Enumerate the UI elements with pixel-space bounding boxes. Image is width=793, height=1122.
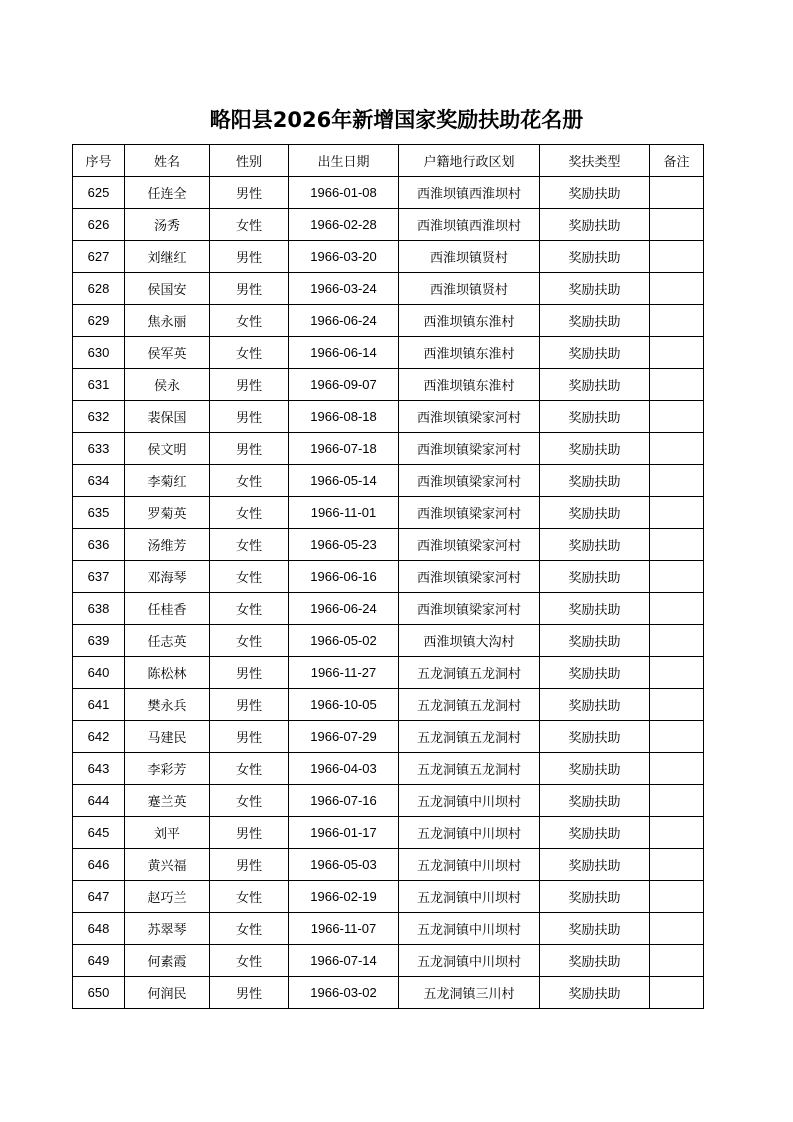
table-row (73, 945, 704, 977)
cell-household-region: 西淮坝镇西淮坝村 (399, 177, 540, 209)
cell-remarks (650, 913, 704, 945)
cell-serial: 643 (73, 753, 125, 785)
table-row (73, 721, 704, 753)
cell-birth-date: 1966-02-28 (289, 209, 399, 241)
cell-gender: 男性 (210, 977, 289, 1009)
cell-serial: 633 (73, 433, 125, 465)
cell-gender: 男性 (210, 433, 289, 465)
cell-support-type: 奖励扶助 (540, 337, 650, 369)
cell-name: 刘平 (125, 817, 210, 849)
table-row (73, 177, 704, 209)
cell-serial: 628 (73, 273, 125, 305)
cell-name: 侯永 (125, 369, 210, 401)
cell-name: 何润民 (125, 977, 210, 1009)
table-row (73, 561, 704, 593)
cell-remarks (650, 785, 704, 817)
cell-serial: 649 (73, 945, 125, 977)
cell-gender: 女性 (210, 337, 289, 369)
cell-serial: 645 (73, 817, 125, 849)
table-row (73, 625, 704, 657)
cell-birth-date: 1966-05-02 (289, 625, 399, 657)
cell-gender: 女性 (210, 305, 289, 337)
cell-birth-date: 1966-07-18 (289, 433, 399, 465)
cell-birth-date: 1966-11-07 (289, 913, 399, 945)
cell-remarks (650, 689, 704, 721)
cell-household-region: 五龙洞镇中川坝村 (399, 945, 540, 977)
cell-serial: 647 (73, 881, 125, 913)
table-row (73, 753, 704, 785)
header-birth-date: 出生日期 (289, 145, 399, 177)
cell-gender: 女性 (210, 561, 289, 593)
cell-gender: 男性 (210, 401, 289, 433)
cell-gender: 女性 (210, 625, 289, 657)
cell-serial: 638 (73, 593, 125, 625)
cell-remarks (650, 593, 704, 625)
cell-name: 苏翠琴 (125, 913, 210, 945)
page-title: 略阳县2026年新增国家奖励扶助花名册 (209, 108, 584, 132)
cell-name: 汤维芳 (125, 529, 210, 561)
cell-support-type: 奖励扶助 (540, 369, 650, 401)
cell-birth-date: 1966-10-05 (289, 689, 399, 721)
cell-remarks (650, 529, 704, 561)
table-row (73, 369, 704, 401)
cell-remarks (650, 817, 704, 849)
table-row (73, 337, 704, 369)
cell-name: 任连全 (125, 177, 210, 209)
cell-name: 马建民 (125, 721, 210, 753)
cell-household-region: 五龙洞镇中川坝村 (399, 913, 540, 945)
cell-serial: 642 (73, 721, 125, 753)
cell-household-region: 西淮坝镇梁家河村 (399, 465, 540, 497)
cell-name: 侯文明 (125, 433, 210, 465)
cell-gender: 女性 (210, 465, 289, 497)
cell-remarks (650, 945, 704, 977)
cell-serial: 648 (73, 913, 125, 945)
cell-birth-date: 1966-06-24 (289, 593, 399, 625)
cell-name: 任桂香 (125, 593, 210, 625)
cell-household-region: 五龙洞镇五龙洞村 (399, 753, 540, 785)
header-gender: 性别 (210, 145, 289, 177)
cell-serial: 637 (73, 561, 125, 593)
cell-birth-date: 1966-05-03 (289, 849, 399, 881)
cell-name: 陈松林 (125, 657, 210, 689)
cell-remarks (650, 209, 704, 241)
cell-household-region: 西淮坝镇东淮村 (399, 305, 540, 337)
cell-serial: 644 (73, 785, 125, 817)
cell-support-type: 奖励扶助 (540, 529, 650, 561)
cell-birth-date: 1966-06-16 (289, 561, 399, 593)
table-row (73, 273, 704, 305)
cell-name: 焦永丽 (125, 305, 210, 337)
cell-serial: 636 (73, 529, 125, 561)
cell-household-region: 西淮坝镇东淮村 (399, 369, 540, 401)
cell-remarks (650, 337, 704, 369)
cell-household-region: 西淮坝镇梁家河村 (399, 561, 540, 593)
cell-gender: 男性 (210, 721, 289, 753)
roster-table (72, 144, 704, 1009)
table-row (73, 849, 704, 881)
cell-gender: 男性 (210, 241, 289, 273)
cell-birth-date: 1966-08-18 (289, 401, 399, 433)
cell-name: 李彩芳 (125, 753, 210, 785)
cell-support-type: 奖励扶助 (540, 625, 650, 657)
cell-birth-date: 1966-01-17 (289, 817, 399, 849)
cell-serial: 634 (73, 465, 125, 497)
cell-support-type: 奖励扶助 (540, 305, 650, 337)
cell-household-region: 西淮坝镇贤村 (399, 241, 540, 273)
cell-remarks (650, 177, 704, 209)
table-row (73, 529, 704, 561)
table-row (73, 465, 704, 497)
table-row (73, 433, 704, 465)
cell-gender: 女性 (210, 593, 289, 625)
cell-serial: 650 (73, 977, 125, 1009)
cell-remarks (650, 305, 704, 337)
cell-household-region: 西淮坝镇梁家河村 (399, 433, 540, 465)
cell-support-type: 奖励扶助 (540, 881, 650, 913)
cell-gender: 男性 (210, 369, 289, 401)
table-row (73, 305, 704, 337)
header-support-type: 奖扶类型 (540, 145, 650, 177)
cell-support-type: 奖励扶助 (540, 657, 650, 689)
cell-serial: 625 (73, 177, 125, 209)
cell-support-type: 奖励扶助 (540, 721, 650, 753)
cell-name: 侯军英 (125, 337, 210, 369)
cell-name: 侯国安 (125, 273, 210, 305)
cell-household-region: 西淮坝镇梁家河村 (399, 529, 540, 561)
cell-household-region: 西淮坝镇大沟村 (399, 625, 540, 657)
table-row (73, 977, 704, 1009)
table-row (73, 689, 704, 721)
cell-support-type: 奖励扶助 (540, 785, 650, 817)
cell-support-type: 奖励扶助 (540, 561, 650, 593)
cell-birth-date: 1966-05-14 (289, 465, 399, 497)
cell-birth-date: 1966-09-07 (289, 369, 399, 401)
cell-name: 裴保国 (125, 401, 210, 433)
cell-remarks (650, 977, 704, 1009)
cell-serial: 627 (73, 241, 125, 273)
cell-gender: 女性 (210, 753, 289, 785)
header-serial: 序号 (73, 145, 125, 177)
cell-name: 赵巧兰 (125, 881, 210, 913)
cell-gender: 男性 (210, 177, 289, 209)
header-household-region: 户籍地行政区划 (399, 145, 540, 177)
cell-birth-date: 1966-03-24 (289, 273, 399, 305)
cell-household-region: 五龙洞镇五龙洞村 (399, 689, 540, 721)
cell-remarks (650, 241, 704, 273)
cell-support-type: 奖励扶助 (540, 817, 650, 849)
cell-support-type: 奖励扶助 (540, 241, 650, 273)
cell-birth-date: 1966-05-23 (289, 529, 399, 561)
cell-remarks (650, 753, 704, 785)
cell-serial: 646 (73, 849, 125, 881)
table-row (73, 913, 704, 945)
cell-remarks (650, 881, 704, 913)
cell-remarks (650, 497, 704, 529)
cell-support-type: 奖励扶助 (540, 689, 650, 721)
cell-gender: 男性 (210, 849, 289, 881)
table-body (73, 177, 704, 1009)
cell-household-region: 西淮坝镇东淮村 (399, 337, 540, 369)
cell-household-region: 西淮坝镇梁家河村 (399, 497, 540, 529)
cell-birth-date: 1966-07-14 (289, 945, 399, 977)
cell-support-type: 奖励扶助 (540, 945, 650, 977)
cell-name: 任志英 (125, 625, 210, 657)
cell-serial: 641 (73, 689, 125, 721)
cell-name: 刘继红 (125, 241, 210, 273)
cell-gender: 男性 (210, 689, 289, 721)
cell-remarks (650, 401, 704, 433)
header-name: 姓名 (125, 145, 210, 177)
cell-remarks (650, 849, 704, 881)
cell-serial: 630 (73, 337, 125, 369)
cell-remarks (650, 625, 704, 657)
cell-gender: 男性 (210, 273, 289, 305)
cell-support-type: 奖励扶助 (540, 177, 650, 209)
table-row (73, 817, 704, 849)
cell-serial: 635 (73, 497, 125, 529)
table-row (73, 657, 704, 689)
table-row (73, 401, 704, 433)
cell-birth-date: 1966-07-16 (289, 785, 399, 817)
table-row (73, 881, 704, 913)
cell-remarks (650, 721, 704, 753)
cell-birth-date: 1966-07-29 (289, 721, 399, 753)
cell-birth-date: 1966-02-19 (289, 881, 399, 913)
cell-serial: 632 (73, 401, 125, 433)
cell-serial: 640 (73, 657, 125, 689)
cell-gender: 男性 (210, 657, 289, 689)
cell-household-region: 五龙洞镇中川坝村 (399, 881, 540, 913)
cell-household-region: 五龙洞镇中川坝村 (399, 785, 540, 817)
table-row (73, 593, 704, 625)
cell-birth-date: 1966-03-02 (289, 977, 399, 1009)
cell-serial: 639 (73, 625, 125, 657)
cell-support-type: 奖励扶助 (540, 273, 650, 305)
cell-birth-date: 1966-04-03 (289, 753, 399, 785)
cell-support-type: 奖励扶助 (540, 977, 650, 1009)
cell-support-type: 奖励扶助 (540, 433, 650, 465)
cell-support-type: 奖励扶助 (540, 401, 650, 433)
cell-household-region: 五龙洞镇中川坝村 (399, 817, 540, 849)
cell-birth-date: 1966-11-01 (289, 497, 399, 529)
cell-household-region: 五龙洞镇五龙洞村 (399, 657, 540, 689)
cell-serial: 631 (73, 369, 125, 401)
cell-remarks (650, 657, 704, 689)
table-row (73, 785, 704, 817)
cell-gender: 女性 (210, 913, 289, 945)
cell-name: 何素霞 (125, 945, 210, 977)
cell-name: 蹇兰英 (125, 785, 210, 817)
cell-gender: 女性 (210, 785, 289, 817)
cell-support-type: 奖励扶助 (540, 497, 650, 529)
table-row (73, 209, 704, 241)
cell-gender: 女性 (210, 945, 289, 977)
cell-support-type: 奖励扶助 (540, 465, 650, 497)
cell-gender: 男性 (210, 817, 289, 849)
cell-name: 樊永兵 (125, 689, 210, 721)
cell-birth-date: 1966-03-20 (289, 241, 399, 273)
cell-household-region: 五龙洞镇中川坝村 (399, 849, 540, 881)
table-row (73, 497, 704, 529)
cell-gender: 女性 (210, 209, 289, 241)
cell-support-type: 奖励扶助 (540, 913, 650, 945)
cell-name: 黄兴福 (125, 849, 210, 881)
table-header-row (73, 145, 704, 177)
cell-serial: 626 (73, 209, 125, 241)
cell-household-region: 西淮坝镇梁家河村 (399, 401, 540, 433)
cell-serial: 629 (73, 305, 125, 337)
cell-name: 汤秀 (125, 209, 210, 241)
cell-remarks (650, 369, 704, 401)
cell-gender: 女性 (210, 497, 289, 529)
cell-name: 邓海琴 (125, 561, 210, 593)
cell-name: 李菊红 (125, 465, 210, 497)
cell-gender: 女性 (210, 881, 289, 913)
cell-household-region: 西淮坝镇梁家河村 (399, 593, 540, 625)
cell-support-type: 奖励扶助 (540, 753, 650, 785)
cell-birth-date: 1966-11-27 (289, 657, 399, 689)
cell-remarks (650, 273, 704, 305)
cell-household-region: 西淮坝镇贤村 (399, 273, 540, 305)
cell-name: 罗菊英 (125, 497, 210, 529)
cell-support-type: 奖励扶助 (540, 209, 650, 241)
cell-household-region: 五龙洞镇三川村 (399, 977, 540, 1009)
cell-birth-date: 1966-06-24 (289, 305, 399, 337)
cell-remarks (650, 561, 704, 593)
header-remarks: 备注 (650, 145, 704, 177)
cell-household-region: 西淮坝镇西淮坝村 (399, 209, 540, 241)
cell-support-type: 奖励扶助 (540, 849, 650, 881)
cell-birth-date: 1966-06-14 (289, 337, 399, 369)
cell-household-region: 五龙洞镇五龙洞村 (399, 721, 540, 753)
cell-remarks (650, 465, 704, 497)
cell-birth-date: 1966-01-08 (289, 177, 399, 209)
cell-gender: 女性 (210, 529, 289, 561)
cell-remarks (650, 433, 704, 465)
table-row (73, 241, 704, 273)
cell-support-type: 奖励扶助 (540, 593, 650, 625)
